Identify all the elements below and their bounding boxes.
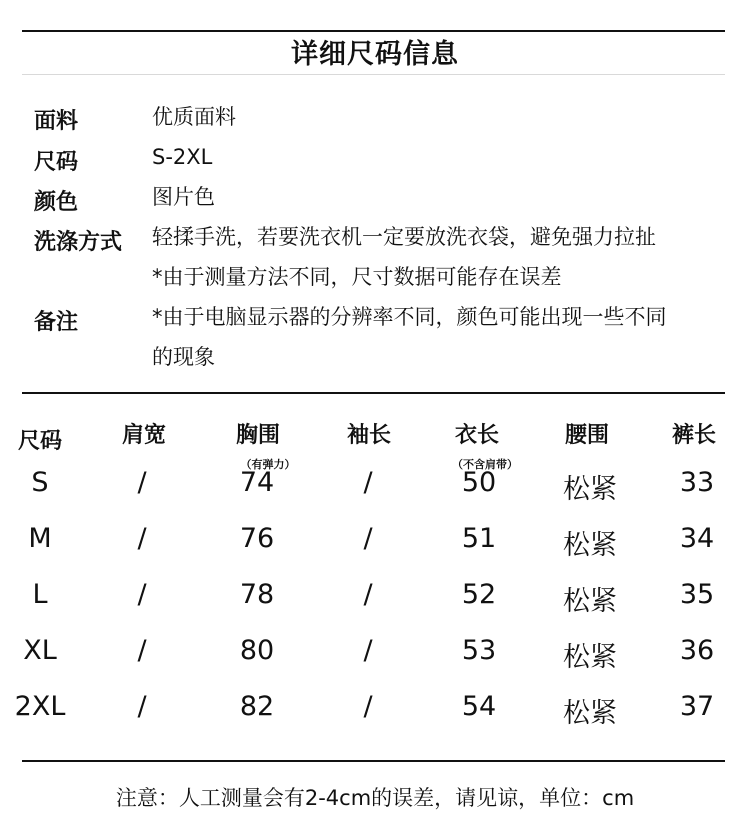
- cell-shoulder: /: [137, 579, 147, 610]
- cell-chest: 76: [239, 523, 275, 554]
- header-chest: 胸围: [235, 423, 281, 448]
- cell-waist: 松紧: [563, 530, 617, 561]
- cell-shoulder: /: [137, 523, 147, 554]
- cell-pants: 35: [679, 579, 715, 610]
- length-note: （不含肩带）: [452, 458, 518, 471]
- header-waist: 腰围: [564, 423, 610, 448]
- size-label: 尺码: [34, 150, 79, 175]
- cell-pants: 33: [679, 467, 715, 498]
- cell-waist: 松紧: [563, 474, 617, 505]
- cell-length: 52: [461, 579, 497, 610]
- cell-pants: 36: [679, 635, 715, 666]
- cell-sleeve: /: [363, 635, 373, 666]
- header-length: 衣长: [454, 423, 500, 448]
- header-shoulder: 肩宽: [121, 423, 167, 448]
- cell-length: 53: [461, 635, 497, 666]
- cell-chest: 80: [239, 635, 275, 666]
- color-label: 颜色: [34, 190, 79, 215]
- note-line-1: *由于测量方法不同，尺寸数据可能存在误差: [152, 265, 562, 289]
- footer-note: 注意：人工测量会有2-4cm的误差，请见谅，单位：cm: [115, 786, 635, 810]
- chest-note: （有弹力）: [240, 458, 296, 471]
- cell-sleeve: /: [363, 579, 373, 610]
- cell-shoulder: /: [137, 691, 147, 722]
- cell-length: 51: [461, 523, 497, 554]
- cell-length: 50: [461, 467, 497, 498]
- size-value: S-2XL: [152, 145, 213, 169]
- color-value: 图片色: [152, 185, 215, 209]
- cell-waist: 松紧: [563, 586, 617, 617]
- wash-label: 洗涤方式: [34, 230, 123, 255]
- note-line-2: *由于电脑显示器的分辨率不同，颜色可能出现一些不同: [152, 305, 667, 329]
- cell-sleeve: /: [363, 467, 373, 498]
- cell-chest: 74: [239, 467, 275, 498]
- cell-waist: 松紧: [563, 642, 617, 673]
- header-sleeve: 袖长: [346, 423, 392, 448]
- fabric-value: 优质面料: [152, 105, 236, 129]
- cell-length: 54: [461, 691, 497, 722]
- cell-size: 2XL: [14, 691, 66, 722]
- cell-waist: 松紧: [563, 698, 617, 729]
- table-top-rule: [22, 392, 725, 394]
- cell-size: S: [31, 467, 49, 498]
- cell-chest: 78: [239, 579, 275, 610]
- header-pants: 裤长: [671, 423, 717, 448]
- page-title: 详细尺码信息: [291, 39, 459, 70]
- table-bottom-rule: [22, 760, 725, 762]
- note-line-3: 的现象: [152, 345, 215, 369]
- cell-chest: 82: [239, 691, 275, 722]
- cell-shoulder: /: [137, 635, 147, 666]
- cell-size: M: [28, 523, 52, 554]
- cell-size: L: [32, 579, 48, 610]
- cell-pants: 37: [679, 691, 715, 722]
- cell-pants: 34: [679, 523, 715, 554]
- header-size: 尺码: [17, 429, 63, 454]
- cell-sleeve: /: [363, 691, 373, 722]
- cell-sleeve: /: [363, 523, 373, 554]
- cell-size: XL: [23, 635, 57, 666]
- title-underline: [22, 74, 725, 75]
- cell-shoulder: /: [137, 467, 147, 498]
- fabric-label: 面料: [34, 109, 79, 134]
- note-label: 备注: [34, 310, 79, 335]
- wash-value: 轻揉手洗，若要洗衣机一定要放洗衣袋，避免强力拉扯: [152, 225, 656, 249]
